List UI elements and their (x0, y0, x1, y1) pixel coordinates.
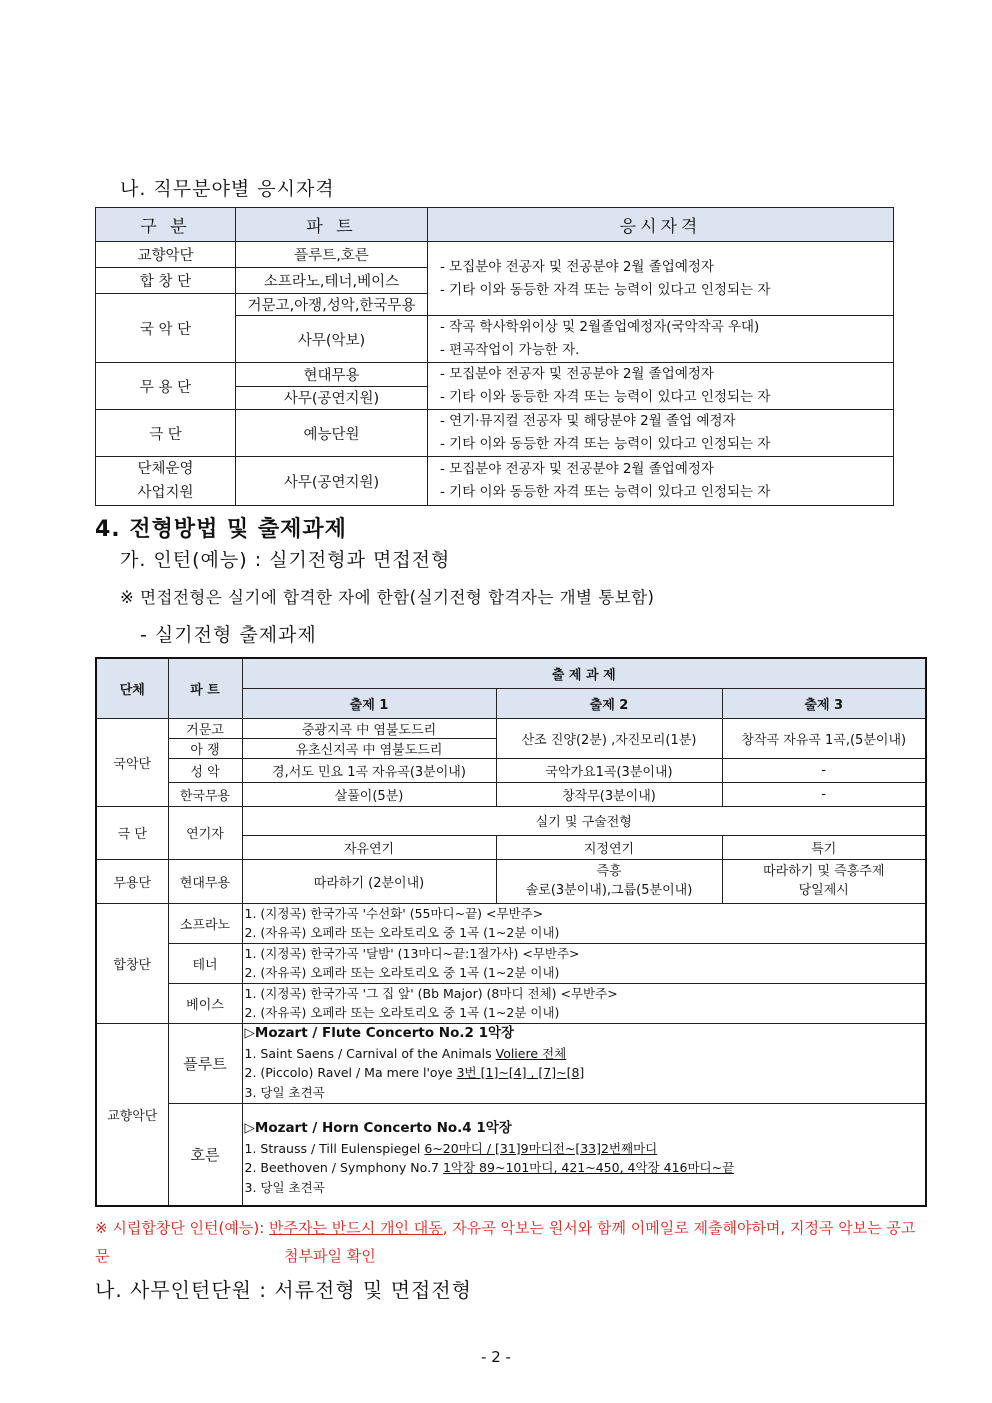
group-theater: 극 단 (96, 410, 236, 457)
task-modern-1: 따라하기 (2분이내) (242, 859, 496, 903)
qualification-dance: - 모집분야 전공자 및 전공분야 2월 졸업예정자 - 기타 이와 동등한 자격 또는 능력이 있다고 인정되는 자 (428, 363, 894, 410)
task-korean-dance-1: 살풀이(5분) (242, 782, 496, 806)
qualification-score: - 작곡 학사학위이상 및 2월졸업예정자(국악작곡 우대) - 편곡작업이 가능한 자. (428, 316, 894, 363)
section-title-qualifications: 나. 직무분야별 응시자격 (120, 178, 335, 200)
qualification-management: - 모집분야 전공자 및 전공분야 2월 졸업예정자 - 기타 이와 동등한 자격 또는 능력이 있다고 인정되는 자 (428, 457, 894, 506)
header-part: 파 트 (168, 658, 242, 718)
qualification-general: - 모집분야 전공자 및 전공분야 2월 졸업예정자 - 기타 이와 동등한 자격 또는 능력이 있다고 인정되는 자 (428, 242, 894, 316)
part-theater: 예능단원 (236, 410, 428, 457)
task-bass: 1. (지정곡) 한국가곡 '그 집 앞' (Bb Major) (8마디 전체) <무반주> 2. (자유곡) 오페라 또는 오라토리오 중 1곡 (1~2분 이내) (242, 983, 926, 1023)
task-ajaeng-1: 유초신지곡 中 염불도드리 (242, 738, 496, 758)
part-tenor: 테너 (168, 943, 242, 983)
task-vocal-2: 국악가요1곡(3분이내) (496, 758, 722, 782)
section-office-intern-title: 나. 사무인턴단원 : 서류전형 및 면접전형 (95, 1278, 473, 1302)
task-actor-2: 지정연기 (496, 835, 722, 859)
group-dance: 무 용 단 (96, 363, 236, 410)
task-soprano: 1. (지정곡) 한국가곡 '수선화' (55마디~끝) <무반주> 2. (자유곡) 오페라 또는 오라토리오 중 1곡 (1~2분 이내) (242, 903, 926, 943)
task-vocal-1: 경,서도 민요 1곡 자유곡(3분이내) (242, 758, 496, 782)
theater-task-header: 실기 및 구술전형 (242, 806, 926, 835)
task-flute: ▷Mozart / Flute Concerto No.2 1악장 1. Saint Saens / Carnival of the Animals Voliere 전체 2. (Piccolo) Ravel / Ma mere l'oye 3번 [1]~[4] , [7]~[8] 3. 당일 초견곡 (242, 1023, 926, 1103)
group-gugak: 국 악 단 (96, 294, 236, 363)
task-korean-dance-2: 창작무(3분이내) (496, 782, 722, 806)
part-geomungo: 거문고 (168, 718, 242, 738)
task-modern-2: 즉흥 솔로(3분이내),그룹(5분이내) (496, 859, 722, 903)
part-orchestra: 플루트,호른 (236, 242, 428, 268)
header-part: 파 트 (236, 208, 428, 242)
header-task-2: 출제 2 (496, 688, 722, 718)
interview-note: ※ 면접전형은 실기에 합격한 자에 한함(실기전형 합격자는 개별 통보함) (120, 588, 655, 607)
part-soprano: 소프라노 (168, 903, 242, 943)
part-bass: 베이스 (168, 983, 242, 1023)
qualification-theater: - 연기·뮤지컬 전공자 및 해당분야 2월 졸업 예정자 - 기타 이와 동등한 자격 또는 능력이 있다고 인정되는 자 (428, 410, 894, 457)
header-group: 단체 (96, 658, 168, 718)
group-orchestra: 교향악단 (96, 1023, 168, 1206)
task-horn: ▷Mozart / Horn Concerto No.4 1악장 1. Strauss / Till Eulenspiegel 6~20마디 / [31]9마디전~[33]2번째마디 2. Beethoven / Symphony No.7 1악장 89~101마디, 421~450, 4악장 416마디~끝 3. 당일 초견곡 (242, 1103, 926, 1206)
group-orchestra: 교향악단 (96, 242, 236, 268)
section-ga-title: 가. 인턴(예능) : 실기전형과 면접전형 (120, 549, 451, 571)
practical-exam-table (95, 657, 927, 1207)
group-theater: 극 단 (96, 806, 168, 859)
choir-intern-note: ※ 시립합창단 인턴(예능): 반주자는 반드시 개인 대동, 자유곡 악보는 원서와 함께 이메일로 제출해야하며, 지정곡 악보는 공고문 (95, 1219, 916, 1265)
group-management: 단체운영 사업지원 (96, 457, 236, 506)
part-actor: 연기자 (168, 806, 242, 859)
part-modern-dance: 현대무용 (236, 363, 428, 387)
group-gugak: 국악단 (96, 718, 168, 806)
part-gugak-music: 거문고,아쟁,성악,한국무용 (236, 294, 428, 316)
part-dance-support: 사무(공연지원) (236, 386, 428, 410)
qualification-table (95, 207, 894, 506)
part-modern-dance: 현대무용 (168, 859, 242, 903)
choir-intern-note-line2: 첨부파일 확인 (284, 1247, 376, 1265)
part-ajaeng: 아 쟁 (168, 738, 242, 758)
header-task-1: 출제 1 (242, 688, 496, 718)
part-vocal: 성 악 (168, 758, 242, 782)
task-strings-3: 창작곡 자유곡 1곡,(5분이내) (722, 718, 926, 758)
header-group: 구 분 (96, 208, 236, 242)
part-choir: 소프라노,테너,베이스 (236, 268, 428, 294)
practical-exam-subtitle: - 실기전형 출제과제 (140, 624, 317, 646)
task-vocal-3: - (722, 758, 926, 782)
task-actor-3: 특기 (722, 835, 926, 859)
part-korean-dance: 한국무용 (168, 782, 242, 806)
section-4-title: 4. 전형방법 및 출제과제 (95, 517, 347, 542)
task-modern-3: 따라하기 및 즉흥주제 당일제시 (722, 859, 926, 903)
task-korean-dance-3: - (722, 782, 926, 806)
task-actor-1: 자유연기 (242, 835, 496, 859)
group-choir: 합창단 (96, 903, 168, 1023)
task-geomungo-1: 중광지곡 中 염불도드리 (242, 718, 496, 738)
part-horn: 호른 (168, 1103, 242, 1206)
part-management: 사무(공연지원) (236, 457, 428, 506)
header-qualification: 응시자격 (428, 208, 894, 242)
group-choir: 합 창 단 (96, 268, 236, 294)
task-tenor: 1. (지정곡) 한국가곡 '달밤' (13마디~끝:1절가사) <무반주> 2. (자유곡) 오페라 또는 오라토리오 중 1곡 (1~2분 이내) (242, 943, 926, 983)
page-number: - 2 - (481, 1348, 511, 1366)
part-gugak-score: 사무(악보) (236, 316, 428, 363)
group-dance-company: 무용단 (96, 859, 168, 903)
header-tasks: 출 제 과 제 (242, 658, 926, 688)
task-strings-2: 산조 진양(2분) ,자진모리(1분) (496, 718, 722, 758)
header-task-3: 출제 3 (722, 688, 926, 718)
part-flute: 플루트 (168, 1023, 242, 1103)
